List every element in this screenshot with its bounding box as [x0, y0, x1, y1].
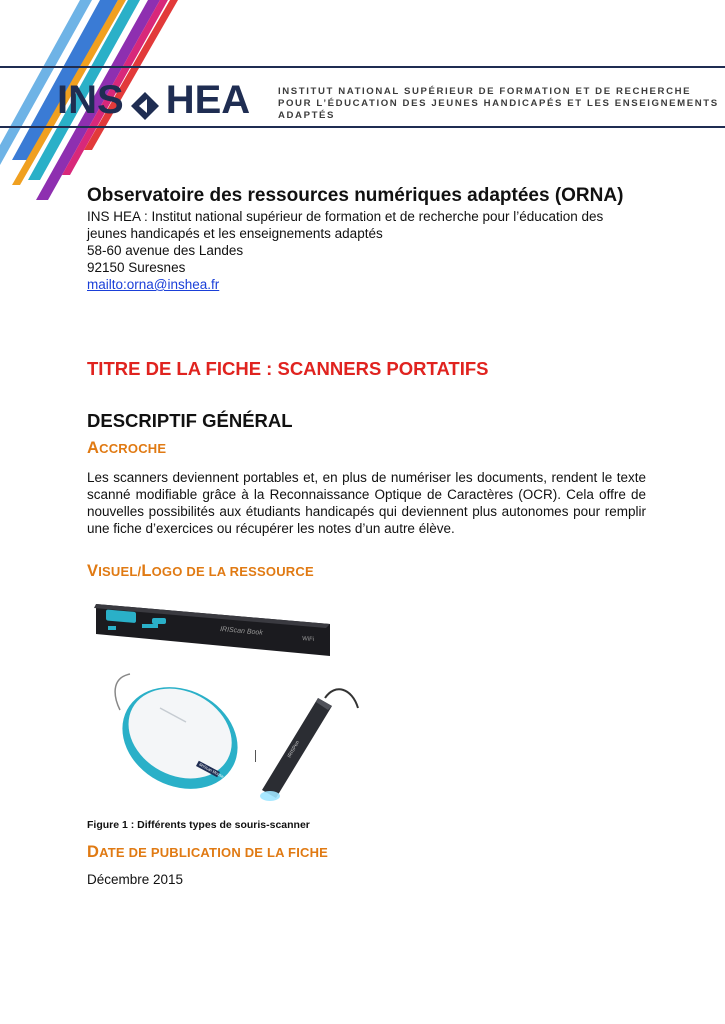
inshea-logo [57, 78, 250, 123]
logo-text-right: HEA [165, 78, 251, 122]
visuel-heading-cap-1: V [87, 562, 99, 580]
org-email-row [87, 277, 219, 292]
accroche-heading-cap: A [87, 439, 100, 457]
mouse-label: IRIScan Mouse [198, 761, 225, 779]
tagline-line-1: INSTITUT NATIONAL SUPÉRIEUR DE FORMATION ET DE RECHERCHE [278, 86, 692, 97]
org-address: 58-60 avenue des Landes [87, 243, 244, 258]
date-heading [87, 843, 328, 862]
org-email-link[interactable]: mailto:orna@inshea.fr [87, 277, 220, 292]
org-title: Observatoire des ressources numériques adaptées (ORNA) [87, 185, 624, 206]
institute-tagline [278, 86, 725, 122]
mouse-scanner-image [104, 667, 255, 808]
image-divider [255, 750, 256, 762]
header-top-rule [0, 66, 725, 68]
header-bottom-rule [0, 126, 725, 128]
tagline-line-2: POUR L’ÉDUCATION DES JEUNES HANDICAPÉS ET LES ENSEIGNEMENTS ADAPTÉS [278, 98, 719, 121]
org-description-line-2: jeunes handicapés et les enseignements adaptés [87, 226, 383, 241]
section-title: DESCRIPTIF GÉNÉRAL [87, 410, 293, 431]
wand-label: IRIScan Book [219, 626, 264, 637]
org-description-line-1: INS HEA : Institut national supérieur de formation et de recherche pour l’éducation des [87, 209, 604, 224]
logo-text-left: INS [57, 78, 124, 122]
publication-date: Décembre 2015 [87, 872, 184, 887]
wand-scanner-image [94, 604, 330, 656]
accroche-heading-rest: CCROCHE [99, 441, 167, 456]
wand-wifi-label: WiFi [301, 636, 315, 644]
logo-diamond-icon [130, 86, 160, 116]
visuel-heading-cap-2: L [141, 562, 152, 580]
date-heading-rest: ATE DE PUBLICATION DE LA FICHE [99, 845, 329, 860]
org-city: 92150 Suresnes [87, 260, 186, 275]
date-heading-cap: D [87, 843, 100, 861]
pen-label: IRISPen [286, 739, 302, 759]
scanner-products-image [90, 598, 370, 808]
accroche-text: Les scanners deviennent portables et, en plus de numériser les documents, rendent le texte scanné modifiable grâce à la Reconnaissance Optique de Caractères (OCR). Cela offre de nouvelles possibilités aux étudiants handicapés qui deviennent plus autonomes pour remplir une fiche d’exercices ou récupérer les notes d’un autre élève. [87, 470, 646, 536]
figure-caption: Figure 1 : Différents types de souris-scanner [87, 819, 310, 831]
pen-scanner-image [260, 689, 358, 801]
fiche-title: TITRE DE LA FICHE : SCANNERS PORTATIFS [87, 358, 489, 379]
visuel-heading-rest-1: ISUEL/ [98, 564, 142, 579]
visuel-heading [87, 562, 314, 581]
accroche-heading [87, 439, 166, 458]
visuel-heading-rest-2: OGO DE LA RESSOURCE [151, 564, 314, 579]
